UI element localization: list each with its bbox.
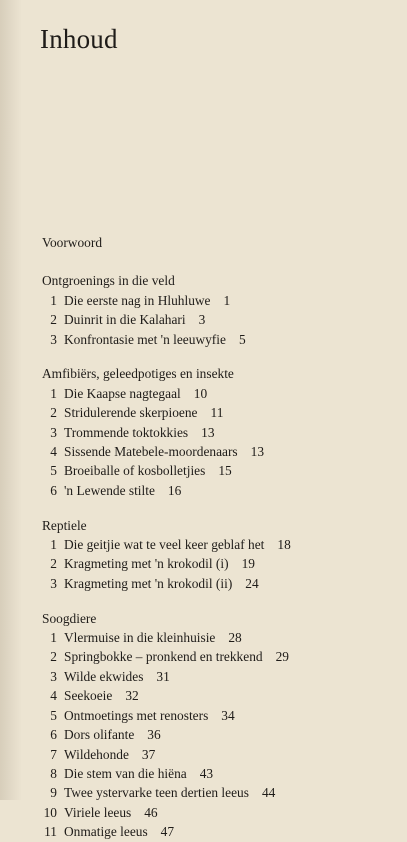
toc-entry — [42, 461, 397, 480]
entry-title: Kragmeting met 'n krokodil (ii) — [64, 575, 233, 591]
entry-number: 3 — [50, 575, 57, 591]
entry-title: Springbokke – pronkend en trekkend — [64, 649, 263, 665]
entry-number: 10 — [43, 804, 57, 820]
entry-page: 10 — [193, 385, 208, 401]
entry-number: 2 — [50, 405, 57, 421]
entry-title: Wildehonde — [64, 746, 129, 762]
toc-entry — [42, 310, 397, 329]
entry-number: 4 — [50, 688, 57, 704]
entry-page: 37 — [141, 746, 156, 762]
page-title: Inhoud — [40, 24, 118, 54]
entry-page: 3 — [198, 312, 206, 328]
entry-page: 1 — [223, 292, 231, 308]
entry-title: Viriele leeus — [64, 804, 132, 820]
section-heading: Reptiele — [42, 517, 87, 533]
entry-number: 8 — [50, 765, 57, 781]
toc-entry — [42, 291, 397, 310]
entry-title: Ontmoetings met renosters — [64, 707, 209, 723]
entry-title: Wilde ekwides — [64, 668, 144, 684]
table-of-contents — [42, 233, 397, 842]
entry-page: 36 — [147, 727, 161, 743]
entry-number: 5 — [50, 707, 57, 723]
entry-page: 31 — [156, 668, 170, 684]
toc-entry — [42, 330, 397, 349]
entry-page: 16 — [167, 482, 182, 498]
entry-title: Kragmeting met 'n krokodil (i) — [64, 556, 229, 572]
entry-page: 44 — [261, 785, 276, 801]
entry-page: 24 — [245, 575, 259, 591]
entry-page: 46 — [144, 804, 158, 820]
entry-page: 15 — [218, 463, 232, 479]
entry-number: 1 — [50, 537, 57, 553]
toc-entry — [42, 783, 397, 802]
toc-entry — [42, 725, 397, 744]
entry-page: 29 — [275, 649, 289, 665]
entry-number: 3 — [50, 331, 57, 347]
toc-section — [42, 271, 397, 349]
spacer — [42, 500, 397, 515]
toc-entry — [42, 706, 397, 725]
entry-page: 19 — [241, 556, 255, 572]
toc-section — [42, 609, 397, 842]
toc-entry — [42, 442, 397, 461]
toc-entry — [42, 647, 397, 666]
entry-title: Twee ystervarke teen dertien leeus — [64, 785, 249, 801]
toc-entry — [42, 822, 397, 841]
entry-title: 'n Lewende stilte — [64, 482, 155, 498]
spacer — [42, 593, 397, 608]
entry-page: 28 — [228, 630, 242, 646]
toc-section — [42, 516, 397, 594]
entry-title: Die Kaapse nagtegaal — [64, 385, 181, 401]
entry-number: 11 — [44, 824, 57, 840]
entry-title: Dors olifante — [64, 727, 135, 743]
toc-entry — [42, 384, 397, 403]
entry-number: 1 — [50, 385, 57, 401]
entry-number: 2 — [50, 649, 57, 665]
entry-number: 4 — [50, 444, 57, 460]
page-gutter-shadow — [0, 0, 22, 800]
toc-entry — [42, 764, 397, 783]
entry-number: 6 — [50, 727, 57, 743]
section-heading: Soogdiere — [42, 610, 97, 626]
entry-page: 34 — [221, 707, 235, 723]
toc-entry — [42, 803, 397, 822]
entry-title: Seekoeie — [64, 688, 113, 704]
entry-number: 7 — [50, 746, 57, 762]
entry-title: Die stem van die hiëna — [64, 765, 187, 781]
entry-page: 18 — [277, 537, 291, 553]
entry-page: 13 — [201, 424, 215, 440]
toc-entry — [42, 481, 397, 500]
entry-title: Konfrontasie met 'n leeuwyfie — [64, 331, 226, 347]
toc-section — [42, 364, 397, 500]
toc-entry — [42, 574, 397, 593]
spacer — [42, 252, 397, 271]
entry-title: Die geitjie wat te veel keer geblaf het — [64, 537, 265, 553]
entry-number: 2 — [50, 312, 57, 328]
entry-page: 13 — [250, 444, 265, 460]
entry-number: 5 — [50, 463, 57, 479]
spacer — [42, 349, 397, 364]
entry-page: 47 — [160, 824, 175, 840]
entry-title: Vlermuise in die kleinhuisie — [64, 630, 216, 646]
toc-entry — [42, 423, 397, 442]
toc-entry — [42, 403, 397, 422]
entry-number: 1 — [50, 292, 57, 308]
entry-page: 43 — [199, 765, 214, 781]
entry-page: 11 — [210, 405, 224, 421]
entry-title: Sissende Matebele-moordenaars — [64, 444, 238, 460]
entry-number: 6 — [50, 482, 57, 498]
toc-entry — [42, 686, 397, 705]
entry-title: Stridulerende skerpioene — [64, 405, 198, 421]
entry-number: 1 — [50, 630, 57, 646]
section-heading: Amfibiërs, geleedpotiges en insekte — [42, 366, 234, 382]
toc-entry — [42, 554, 397, 573]
foreword-heading: Voorwoord — [42, 235, 103, 250]
entry-page: 32 — [125, 688, 139, 704]
entry-title: Onmatige leeus — [64, 824, 148, 840]
entry-number: 3 — [50, 424, 57, 440]
entry-number: 3 — [50, 668, 57, 684]
section-heading: Ontgroenings in die veld — [42, 273, 175, 289]
entry-number: 9 — [50, 785, 57, 801]
entry-title: Broeiballe of kosbolletjies — [64, 463, 206, 479]
entry-title: Duinrit in die Kalahari — [64, 312, 186, 328]
toc-entry — [42, 745, 397, 764]
entry-title: Die eerste nag in Hluhluwe — [64, 292, 211, 308]
entry-title: Trommende toktokkies — [64, 424, 189, 440]
entry-number: 2 — [50, 556, 57, 572]
toc-entry — [42, 628, 397, 647]
entry-page: 5 — [238, 331, 246, 347]
toc-entry — [42, 667, 397, 686]
toc-entry — [42, 535, 397, 554]
